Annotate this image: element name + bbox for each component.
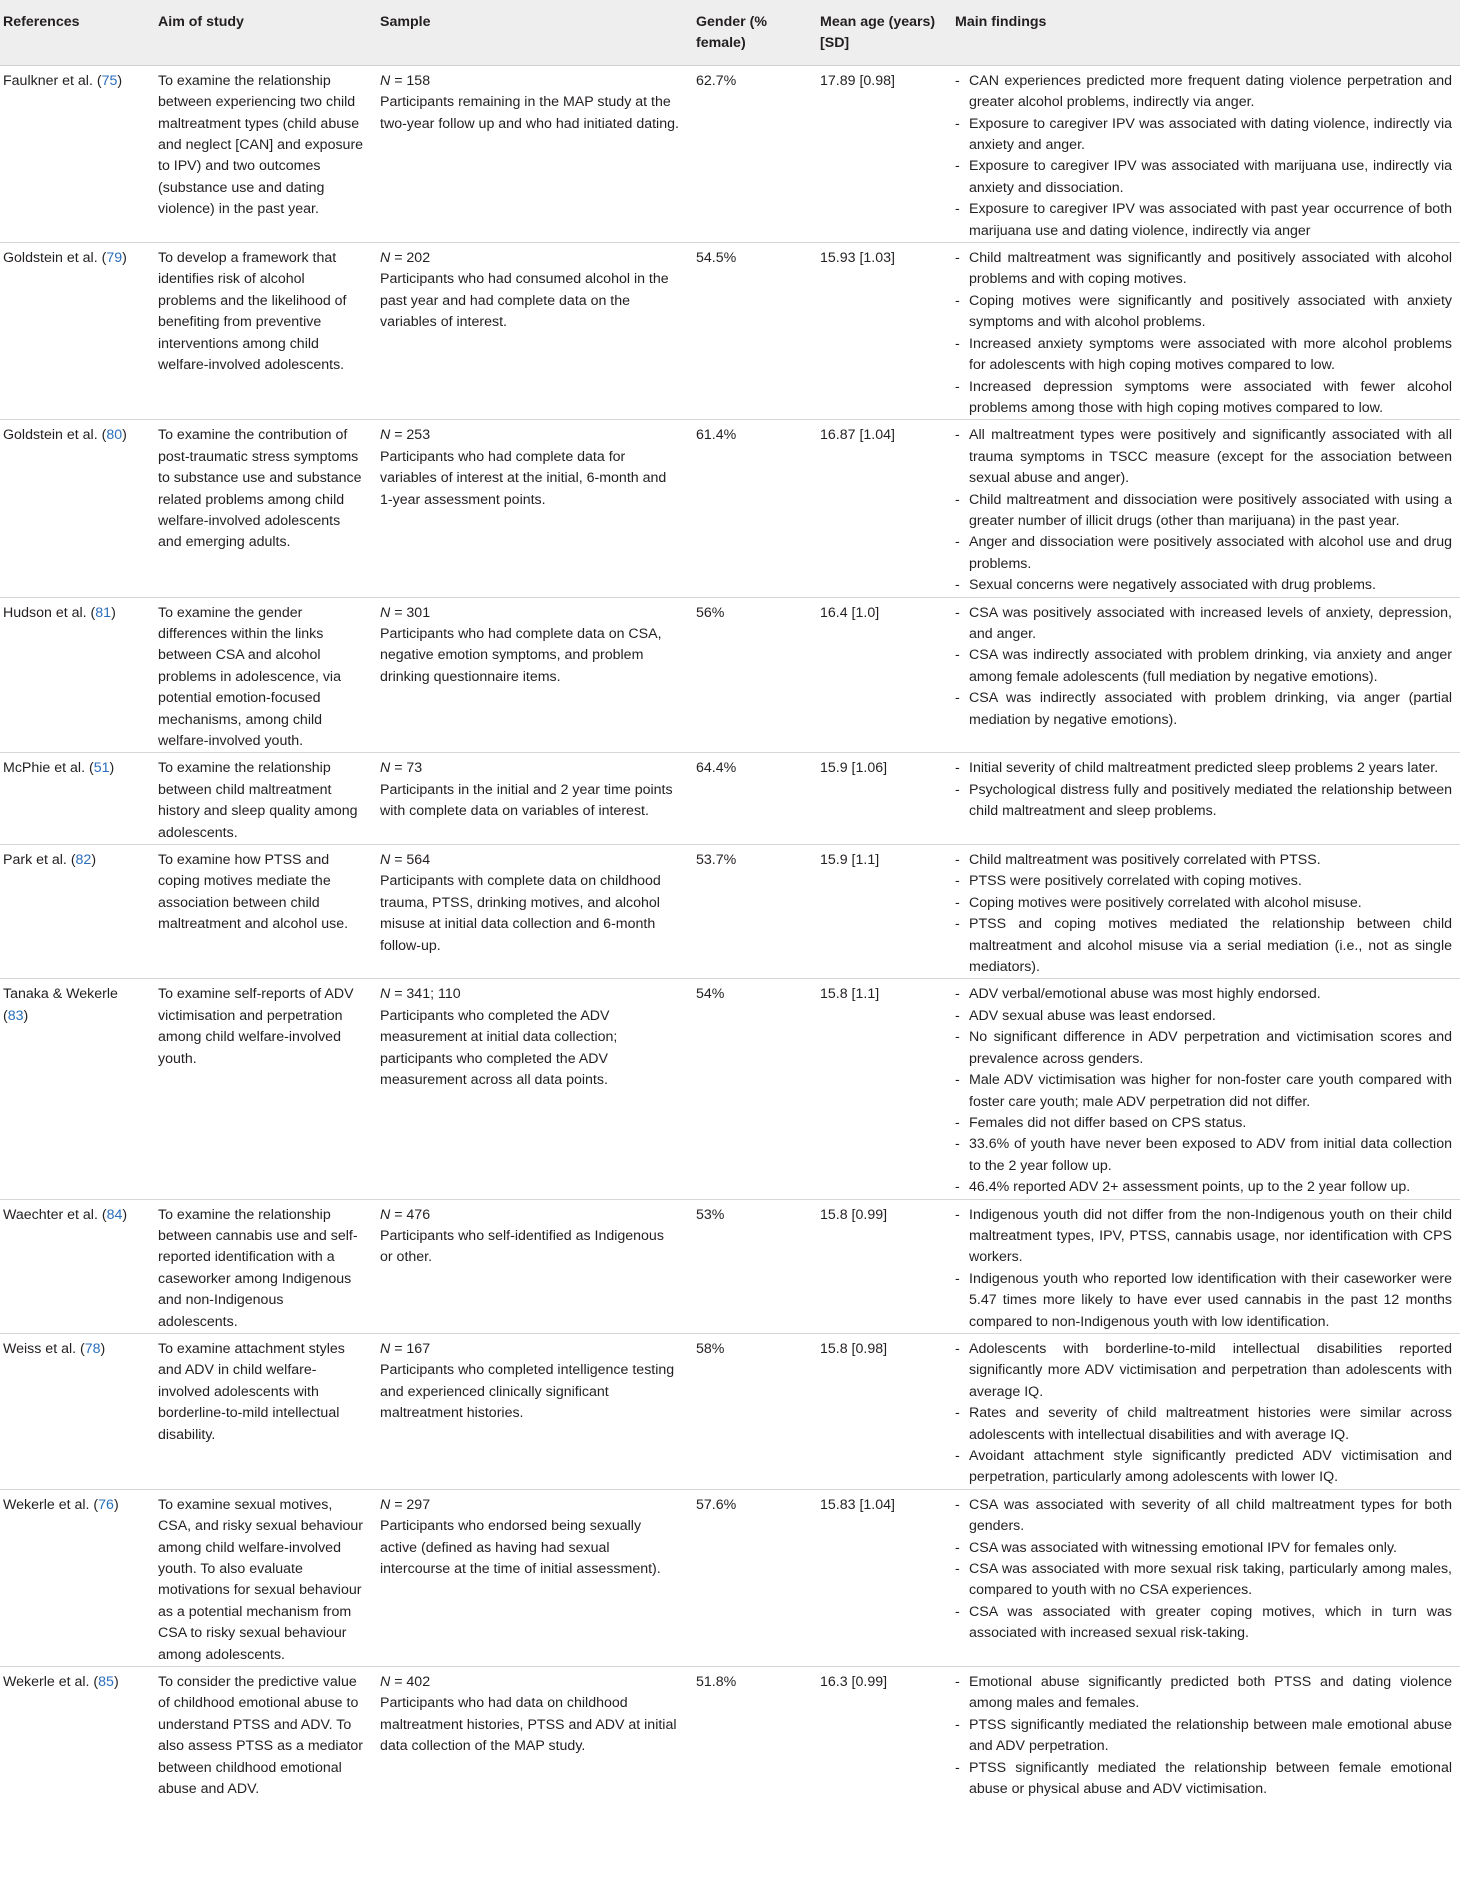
- table-body: [0, 65, 1460, 1800]
- finding-item: - ADV verbal/emotional abuse was most highly endorsed.: [955, 984, 1452, 1005]
- finding-item: - 33.6% of youth have never been exposed to ADV from initial data collection to the 2 year follow up.: [955, 1134, 1452, 1177]
- sample-size: 167: [406, 1340, 431, 1357]
- table-row: [0, 1199, 1460, 1333]
- finding-item: - PTSS were positively correlated with coping motives.: [955, 871, 1452, 892]
- sample-size: 476: [406, 1206, 431, 1223]
- finding-item: - Rates and severity of child maltreatment histories were similar across adolescents with intellectual disabilities and with average IQ.: [955, 1403, 1452, 1446]
- findings-cell: [947, 65, 1460, 242]
- findings-cell: [947, 597, 1460, 753]
- sample-n-label: N: [380, 1340, 391, 1357]
- sample-cell: N = 476 Participants who self-identified as Indigenous or other.: [380, 1206, 664, 1266]
- sample-cell: N = 202 Participants who had consumed alcohol in the past year and had complete data on the variables of interest.: [380, 250, 669, 331]
- reference-link[interactable]: 82: [75, 852, 92, 869]
- sample-description: Participants who completed intelligence testing and experienced clinically significant maltreatment histories.: [380, 1362, 675, 1422]
- table-row: [0, 1333, 1460, 1489]
- sample-n-label: N: [380, 427, 391, 444]
- gender-cell: 62.7%: [696, 72, 737, 89]
- finding-item: - CSA was associated with witnessing emotional IPV for females only.: [955, 1538, 1452, 1559]
- finding-item: - Male ADV victimisation was higher for non-foster care youth compared with foster care youth; male ADV perpetration did not differ.: [955, 1070, 1452, 1113]
- sample-n-label: N: [380, 72, 391, 89]
- sample-description: Participants who had complete data on CSA, negative emotion symptoms, and problem drinking questionnaire items.: [380, 625, 662, 685]
- table-row: [0, 1489, 1460, 1666]
- findings-list: [955, 603, 1452, 731]
- reference-cell: Weiss et al. (78): [3, 1340, 106, 1357]
- findings-list: [955, 71, 1452, 242]
- reference-author: Tanaka & Wekerle: [3, 986, 118, 1003]
- sample-size: 301: [406, 604, 431, 621]
- gender-cell: 51.8%: [696, 1674, 737, 1691]
- aim-cell: To examine attachment styles and ADV in child welfare-involved adolescents with borderline-to-mild intellectual disability.: [158, 1340, 345, 1443]
- reference-link[interactable]: 85: [98, 1674, 114, 1691]
- findings-cell: [947, 753, 1460, 845]
- sample-description: Participants remaining in the MAP study at the two-year follow up and who had initiated dating.: [380, 94, 679, 132]
- sample-cell: N = 564 Participants with complete data on childhood trauma, PTSS, drinking motives, and alcohol misuse at initial data collection and 6-month follow-up.: [380, 852, 661, 954]
- reference-author: Waechter et al.: [3, 1206, 98, 1223]
- reference-cell: Park et al. (82): [3, 852, 97, 869]
- mean-age-cell: 15.8 [0.99]: [820, 1206, 888, 1223]
- table-row: [0, 979, 1460, 1199]
- findings-list: [955, 1339, 1452, 1489]
- reference-author: Faulkner et al.: [3, 72, 93, 89]
- findings-list: [955, 1205, 1452, 1333]
- reference-cell: Faulkner et al. (75): [3, 72, 123, 89]
- table-row: [0, 420, 1460, 597]
- mean-age-cell: 17.89 [0.98]: [820, 72, 895, 89]
- findings-list: [955, 248, 1452, 419]
- sample-size: 402: [406, 1674, 431, 1691]
- aim-cell: To examine the gender differences within the links between CSA and alcohol problems in adolescence, via potential emotion-focused mechanisms, among child welfare-involved youth.: [158, 604, 341, 749]
- findings-cell: [947, 1667, 1460, 1801]
- sample-cell: N = 301 Participants who had complete data on CSA, negative emotion symptoms, and problem drinking questionnaire items.: [380, 604, 662, 685]
- reference-cell: Goldstein et al. (79): [3, 250, 127, 267]
- findings-list: [955, 425, 1452, 596]
- sample-n-label: N: [380, 1496, 391, 1513]
- aim-cell: To examine the relationship between cannabis use and self-reported identification with a caseworker among Indigenous and non-Indigenous adolescents.: [158, 1206, 358, 1330]
- sample-size: 341; 110: [406, 986, 461, 1003]
- finding-item: - PTSS and coping motives mediated the relationship between child maltreatment and alcohol misuse via a serial mediation (i.e., not as single mediators).: [955, 914, 1452, 978]
- header-sample: Sample: [372, 0, 688, 65]
- gender-cell: 58%: [696, 1340, 725, 1357]
- sample-size: 202: [406, 250, 431, 267]
- finding-item: - Coping motives were positively correlated with alcohol misuse.: [955, 893, 1452, 914]
- finding-item: - Indigenous youth who reported low identification with their caseworker were 5.47 times more likely to have ever used cannabis in the past 12 months compared to non-Indigenous youth with low identification.: [955, 1269, 1452, 1333]
- sample-size: 73: [406, 760, 423, 777]
- reference-cell: Waechter et al. (84): [3, 1206, 128, 1223]
- sample-cell: N = 297 Participants who endorsed being sexually active (defined as having had sexual intercourse at the time of initial assessment).: [380, 1496, 661, 1578]
- gender-cell: 54%: [696, 986, 725, 1003]
- sample-description: Participants with complete data on childhood trauma, PTSS, drinking motives, and alcohol misuse at initial data collection and 6-month follow-up.: [380, 873, 661, 954]
- header-gender: Gender (% female): [688, 0, 812, 65]
- reference-cell: McPhie et al. (51): [3, 760, 115, 777]
- finding-item: - PTSS significantly mediated the relationship between male emotional abuse and ADV perpetration.: [955, 1715, 1452, 1758]
- aim-cell: To examine the contribution of post-traumatic stress symptoms to substance use and substance related problems among child welfare-involved adolescents and emerging adults.: [158, 427, 362, 551]
- gender-cell: 57.6%: [696, 1496, 737, 1513]
- findings-list: [955, 984, 1452, 1198]
- aim-cell: To examine the relationship between child maltreatment history and sleep quality among adolescents.: [158, 760, 358, 841]
- table-row: [0, 753, 1460, 845]
- finding-item: - Adolescents with borderline-to-mild intellectual disabilities reported significantly more ADV victimisation and perpetration than adolescents with average IQ.: [955, 1339, 1452, 1403]
- finding-item: - 46.4% reported ADV 2+ assessment points, up to the 2 year follow up.: [955, 1177, 1452, 1198]
- reference-author: Hudson et al.: [3, 604, 87, 621]
- sample-n-label: N: [380, 760, 391, 777]
- sample-cell: N = 158 Participants remaining in the MAP study at the two-year follow up and who had initiated dating.: [380, 72, 679, 132]
- header-references: References: [0, 0, 150, 65]
- findings-cell: [947, 1489, 1460, 1666]
- finding-item: - CSA was associated with severity of all child maltreatment types for both genders.: [955, 1495, 1452, 1538]
- table-row: [0, 243, 1460, 420]
- sample-n-label: N: [380, 604, 391, 621]
- findings-list: [955, 758, 1452, 822]
- reference-link[interactable]: 81: [95, 604, 112, 621]
- reference-cell: Wekerle et al. (85): [3, 1674, 119, 1691]
- mean-age-cell: 15.9 [1.06]: [820, 760, 888, 777]
- findings-cell: [947, 1199, 1460, 1333]
- gender-cell: 53%: [696, 1206, 725, 1223]
- aim-cell: To examine sexual motives, CSA, and risky sexual behaviour among child welfare-involved youth. To also evaluate motivations for sexual behaviour as a potential mechanism from CSA to risky sexual behaviour among adolescents.: [158, 1496, 364, 1663]
- table-row: [0, 597, 1460, 753]
- findings-list: [955, 1672, 1452, 1800]
- finding-item: - All maltreatment types were positively and significantly associated with all trauma symptoms in TSCC measure (except for the association between sexual abuse and anger).: [955, 425, 1452, 489]
- gender-cell: 61.4%: [696, 427, 737, 444]
- aim-cell: To examine how PTSS and coping motives mediate the association between child maltreatment and alcohol use.: [158, 852, 349, 933]
- table-header: [0, 0, 1460, 65]
- reference-link[interactable]: 80: [106, 427, 123, 444]
- reference-author: Wekerle et al.: [3, 1674, 90, 1691]
- gender-cell: 56%: [696, 604, 725, 621]
- reference-cell: Hudson et al. (81): [3, 604, 116, 621]
- reference-author: Weiss et al.: [3, 1340, 77, 1357]
- sample-description: Participants who endorsed being sexually active (defined as having had sexual intercourse at the time of initial assessment).: [380, 1518, 661, 1578]
- finding-item: - No significant difference in ADV perpetration and victimisation scores and prevalence across genders.: [955, 1027, 1452, 1070]
- aim-cell: To develop a framework that identifies risk of alcohol problems and the likelihood of benefiting from preventive interventions among child welfare-involved adolescents.: [158, 250, 347, 374]
- header-mean-age: Mean age (years) [SD]: [812, 0, 947, 65]
- sample-n-label: N: [380, 1674, 391, 1691]
- reference-link[interactable]: 76: [98, 1496, 114, 1513]
- finding-item: - Psychological distress fully and positively mediated the relationship between child maltreatment and sleep problems.: [955, 780, 1452, 823]
- sample-cell: N = 253 Participants who had complete data for variables of interest at the initial, 6-month and 1-year assessment points.: [380, 427, 667, 508]
- header-row: [0, 0, 1460, 65]
- finding-item: - Avoidant attachment style significantly predicted ADV victimisation and perpetration, particularly among adolescents with lower IQ.: [955, 1446, 1452, 1489]
- sample-size: 158: [406, 72, 431, 89]
- sample-cell: N = 167 Participants who completed intelligence testing and experienced clinically significant maltreatment histories.: [380, 1340, 675, 1422]
- sample-n-label: N: [380, 250, 391, 267]
- finding-item: - CSA was associated with more sexual risk taking, particularly among males, compared to youth with no CSA experiences.: [955, 1559, 1452, 1602]
- finding-item: - Increased anxiety symptoms were associated with more alcohol problems for adolescents with high coping motives compared to low.: [955, 334, 1452, 377]
- sample-cell: N = 402 Participants who had data on childhood maltreatment histories, PTSS and ADV at initial data collection of the MAP study.: [380, 1674, 677, 1755]
- finding-item: - Indigenous youth did not differ from the non-Indigenous youth on their child maltreatment types, IPV, PTSS, cannabis usage, nor identification with CPS workers.: [955, 1205, 1452, 1269]
- reference-author: Park et al.: [3, 852, 67, 869]
- reference-author: McPhie et al.: [3, 760, 86, 777]
- finding-item: - CAN experiences predicted more frequent dating violence perpetration and greater alcohol problems, indirectly via anger.: [955, 71, 1452, 114]
- reference-author: Goldstein et al.: [3, 250, 98, 267]
- aim-cell: To examine the relationship between experiencing two child maltreatment types (child abuse and neglect [CAN] and exposure to IPV) and two outcomes (substance use and dating violence) in the past year.: [158, 72, 364, 218]
- mean-age-cell: 16.87 [1.04]: [820, 427, 895, 444]
- table-row: [0, 65, 1460, 242]
- reference-link[interactable]: 78: [84, 1340, 101, 1357]
- mean-age-cell: 15.93 [1.03]: [820, 250, 895, 267]
- finding-item: - Exposure to caregiver IPV was associated with marijuana use, indirectly via anxiety and dissociation.: [955, 156, 1452, 199]
- finding-item: - Increased depression symptoms were associated with fewer alcohol problems among those with high coping motives compared to low.: [955, 377, 1452, 420]
- table-row: [0, 1667, 1460, 1801]
- findings-cell: [947, 845, 1460, 979]
- finding-item: - Child maltreatment was positively correlated with PTSS.: [955, 850, 1452, 871]
- finding-item: - Females did not differ based on CPS status.: [955, 1113, 1452, 1134]
- sample-n-label: N: [380, 986, 391, 1003]
- findings-list: [955, 1495, 1452, 1645]
- mean-age-cell: 15.8 [0.98]: [820, 1340, 888, 1357]
- sample-size: 253: [406, 427, 431, 444]
- findings-cell: [947, 420, 1460, 597]
- reference-link[interactable]: 84: [106, 1206, 123, 1223]
- findings-cell: [947, 243, 1460, 420]
- finding-item: - ADV sexual abuse was least endorsed.: [955, 1006, 1452, 1027]
- reference-author: Wekerle et al.: [3, 1496, 90, 1513]
- reference-link[interactable]: 75: [101, 72, 118, 89]
- finding-item: - PTSS significantly mediated the relationship between female emotional abuse or physical abuse and ADV victimisation.: [955, 1758, 1452, 1801]
- mean-age-cell: 15.83 [1.04]: [820, 1496, 895, 1513]
- sample-n-label: N: [380, 1206, 391, 1223]
- header-main-findings: Main findings: [947, 0, 1460, 65]
- reference-cell: Tanaka & Wekerle (83): [3, 986, 118, 1024]
- mean-age-cell: 16.4 [1.0]: [820, 604, 880, 621]
- finding-item: - Sexual concerns were negatively associated with drug problems.: [955, 575, 1452, 596]
- sample-cell: N = 73 Participants in the initial and 2 year time points with complete data on variables of interest.: [380, 760, 673, 820]
- gender-cell: 64.4%: [696, 760, 737, 777]
- reference-cell: Wekerle et al. (76): [3, 1496, 119, 1513]
- finding-item: - CSA was associated with greater coping motives, which in turn was associated with increased sexual risk-taking.: [955, 1602, 1452, 1645]
- finding-item: - CSA was indirectly associated with problem drinking, via anger (partial mediation by negative emotions).: [955, 688, 1452, 731]
- finding-item: - Exposure to caregiver IPV was associated with past year occurrence of both marijuana use and dating violence, indirectly via anger: [955, 199, 1452, 242]
- findings-cell: [947, 1333, 1460, 1489]
- finding-item: - Child maltreatment was significantly and positively associated with alcohol problems and with coping motives.: [955, 248, 1452, 291]
- finding-item: - Initial severity of child maltreatment predicted sleep problems 2 years later.: [955, 758, 1452, 779]
- findings-list: [955, 850, 1452, 978]
- finding-item: - Coping motives were significantly and positively associated with anxiety symptoms and with alcohol problems.: [955, 291, 1452, 334]
- aim-cell: To examine self-reports of ADV victimisation and perpetration among child welfare-involved youth.: [158, 986, 354, 1067]
- header-aim: Aim of study: [150, 0, 372, 65]
- sample-description: Participants who completed the ADV measurement at initial data collection; participants who completed the ADV measurement across all data points.: [380, 1007, 618, 1089]
- reference-link[interactable]: 51: [93, 760, 110, 777]
- findings-cell: [947, 979, 1460, 1199]
- sample-cell: N = 341; 110 Participants who completed the ADV measurement at initial data collection; participants who completed the ADV measurement across all data points.: [380, 986, 618, 1089]
- finding-item: - Exposure to caregiver IPV was associated with dating violence, indirectly via anxiety and anger.: [955, 114, 1452, 157]
- reference-author: Goldstein et al.: [3, 427, 98, 444]
- finding-item: - Emotional abuse significantly predicted both PTSS and dating violence among males and females.: [955, 1672, 1452, 1715]
- finding-item: - Anger and dissociation were positively associated with alcohol use and drug problems.: [955, 532, 1452, 575]
- sample-description: Participants who had complete data for variables of interest at the initial, 6-month and 1-year assessment points.: [380, 448, 667, 508]
- mean-age-cell: 15.8 [1.1]: [820, 986, 880, 1003]
- finding-item: - Child maltreatment and dissociation were positively associated with using a greater number of illicit drugs (other than marijuana) in the past year.: [955, 490, 1452, 533]
- sample-description: Participants who had consumed alcohol in the past year and had complete data on the variables of interest.: [380, 271, 669, 331]
- table-row: [0, 845, 1460, 979]
- mean-age-cell: 16.3 [0.99]: [820, 1674, 888, 1691]
- sample-description: Participants who self-identified as Indigenous or other.: [380, 1227, 664, 1266]
- mean-age-cell: 15.9 [1.1]: [820, 852, 880, 869]
- reference-cell: Goldstein et al. (80): [3, 427, 127, 444]
- sample-description: Participants who had data on childhood maltreatment histories, PTSS and ADV at initial data collection of the MAP study.: [380, 1695, 677, 1755]
- gender-cell: 53.7%: [696, 852, 737, 869]
- sample-description: Participants in the initial and 2 year time points with complete data on variables of interest.: [380, 781, 673, 820]
- sample-size: 564: [406, 852, 431, 869]
- finding-item: - CSA was indirectly associated with problem drinking, via anxiety and anger among female adolescents (full mediation by negative emotions).: [955, 645, 1452, 688]
- aim-cell: To consider the predictive value of childhood emotional abuse to understand PTSS and ADV. To also assess PTSS as a mediator between childhood emotional abuse and ADV.: [158, 1674, 364, 1798]
- reference-link[interactable]: 79: [106, 250, 123, 267]
- reference-link[interactable]: 83: [7, 1007, 24, 1024]
- sample-n-label: N: [380, 852, 391, 869]
- gender-cell: 54.5%: [696, 250, 737, 267]
- sample-size: 297: [406, 1496, 431, 1513]
- finding-item: - CSA was positively associated with increased levels of anxiety, depression, and anger.: [955, 603, 1452, 646]
